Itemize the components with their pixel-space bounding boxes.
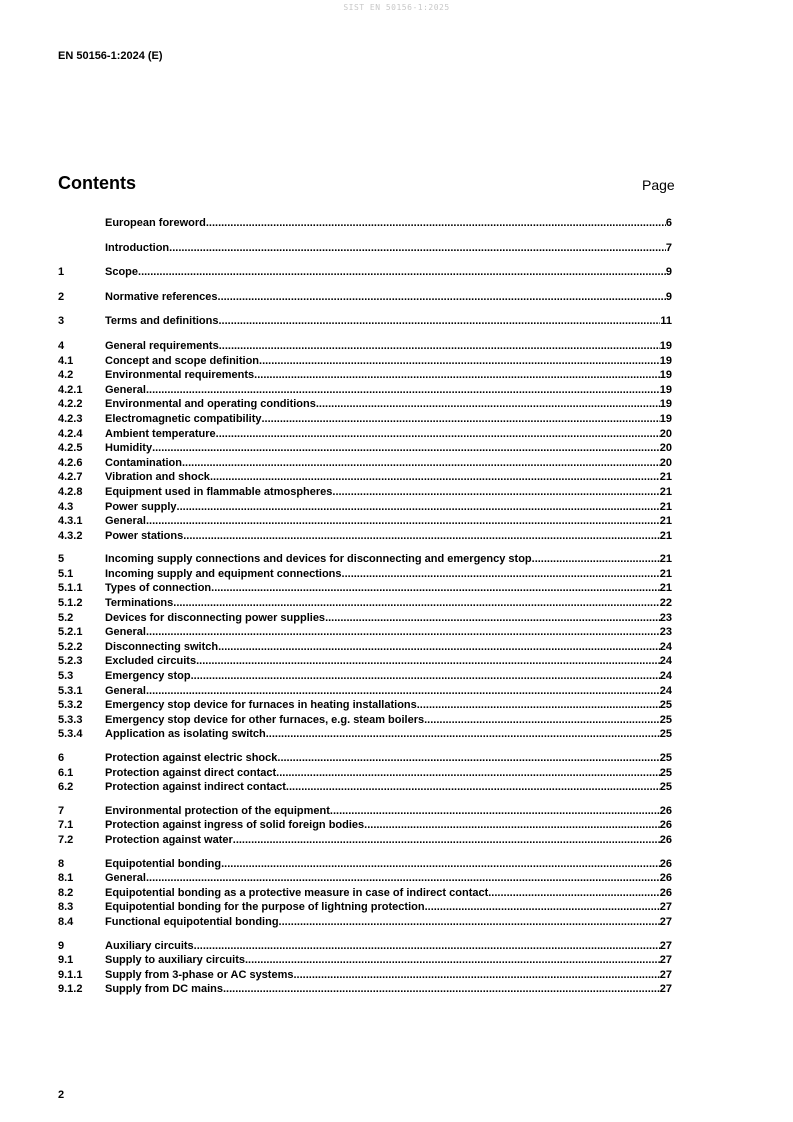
toc-entry-title: Vibration and shock [105, 471, 210, 484]
toc-entry[interactable] [58, 804, 672, 819]
dot-leader [330, 804, 660, 819]
dot-leader [277, 751, 659, 766]
toc-entry-number: 4.2.4 [58, 427, 83, 440]
toc-entry-page: 25 [659, 699, 672, 712]
toc-entry-page: 22 [659, 597, 672, 610]
toc-entry[interactable] [58, 567, 672, 582]
toc-entry[interactable] [58, 915, 672, 930]
toc-entry-title: Supply from 3-phase or AC systems [105, 968, 294, 981]
toc-section [58, 552, 672, 742]
toc-section [58, 241, 672, 256]
toc-entry-number: 5.2.3 [58, 655, 83, 668]
toc-entry-title: Equipotential bonding as a protective measure in case of indirect contact [105, 886, 489, 899]
toc-entry-page: 19 [659, 354, 672, 367]
toc-entry-number: 9 [58, 939, 65, 952]
toc-entry-number: 3 [58, 315, 65, 328]
toc-entry-title: Incoming supply and equipment connections [105, 567, 342, 580]
table-of-contents [58, 216, 672, 1006]
toc-entry-title: Types of connection [105, 582, 212, 595]
toc-entry-title: Environmental protection of the equipment [105, 804, 330, 817]
toc-entry-title: Power supply [105, 500, 177, 513]
toc-entry-title: Functional equipotential bonding [105, 915, 279, 928]
toc-entry-title: Humidity [105, 442, 153, 455]
dot-leader [417, 698, 660, 713]
toc-section [58, 339, 672, 543]
toc-entry[interactable] [58, 241, 672, 256]
page-number: 2 [58, 1089, 65, 1101]
toc-entry-page: 25 [659, 752, 672, 764]
toc-entry-page: 19 [659, 339, 672, 352]
toc-entry-title: Emergency stop [105, 670, 191, 683]
toc-entry-page: 19 [659, 369, 672, 382]
toc-entry-number: 4.2.6 [58, 456, 83, 469]
dot-leader [211, 581, 660, 596]
toc-entry-number: 6.2 [58, 781, 74, 794]
toc-entry-title: Protection against water [105, 833, 233, 846]
toc-entry-number: 8.2 [58, 886, 74, 899]
toc-entry-page: 26 [659, 819, 672, 832]
toc-entry-title: Scope [105, 266, 139, 279]
toc-entry-number: 8.3 [58, 901, 74, 914]
dot-leader [191, 669, 660, 684]
contents-heading: Contents [58, 173, 136, 193]
toc-entry-number: 5.1 [58, 567, 74, 580]
toc-entry[interactable] [58, 669, 672, 684]
toc-entry[interactable] [58, 625, 672, 640]
toc-entry-number: 6.1 [58, 766, 74, 779]
toc-entry-page: 26 [659, 872, 672, 885]
toc-entry-title: Emergency stop device for other furnaces, e.g. steam boilers [105, 713, 425, 726]
toc-entry[interactable] [58, 412, 672, 427]
toc-entry-page: 26 [659, 886, 672, 899]
dot-leader [194, 939, 660, 954]
toc-entry-number: 4.2.2 [58, 398, 83, 411]
toc-entry-page: 25 [659, 728, 672, 741]
toc-entry-number: 4.2.7 [58, 471, 83, 484]
toc-entry-title: Incoming supply connections and devices for disconnecting and emergency stop [105, 553, 532, 566]
toc-entry-number: 4.2.1 [58, 383, 83, 396]
toc-entry-page: 25 [659, 713, 672, 726]
toc-entry-number: 8.1 [58, 872, 74, 885]
dot-leader [218, 640, 660, 655]
toc-section [58, 290, 672, 305]
toc-entry-title: Environmental and operating conditions [105, 398, 316, 411]
toc-entry-page: 19 [659, 398, 672, 411]
toc-entry[interactable] [58, 780, 672, 795]
toc-entry-title: Emergency stop device for furnaces in heating installations [105, 699, 417, 712]
dot-leader [182, 456, 660, 471]
dot-leader [173, 596, 659, 611]
toc-entry[interactable] [58, 290, 672, 305]
toc-entry-number: 4.3.2 [58, 529, 83, 542]
toc-entry[interactable] [58, 982, 672, 997]
toc-entry-title: Terms and definitions [105, 315, 219, 328]
toc-section [58, 265, 672, 280]
dot-leader [216, 427, 660, 442]
dot-leader [196, 654, 660, 669]
toc-entry-page: 23 [659, 611, 672, 624]
dot-leader [146, 871, 660, 886]
toc-entry-page: 26 [659, 804, 672, 817]
toc-entry-title: Disconnecting switch [105, 640, 219, 653]
toc-entry[interactable] [58, 456, 672, 471]
toc-entry-number: 4.3.1 [58, 515, 83, 528]
toc-section [58, 804, 672, 848]
dot-leader [279, 915, 660, 930]
toc-entry[interactable] [58, 654, 672, 669]
toc-entry-number: 9.1.1 [58, 968, 83, 981]
toc-entry-title: Equipotential bonding [105, 857, 222, 870]
toc-entry-title: Introduction [105, 241, 170, 254]
toc-entry-number: 4.3 [58, 500, 74, 513]
toc-section [58, 857, 672, 930]
toc-entry[interactable] [58, 397, 672, 412]
toc-entry-number: 7 [58, 804, 65, 817]
toc-entry-number: 5.3.2 [58, 699, 83, 712]
toc-entry-page: 21 [659, 553, 672, 566]
toc-entry[interactable] [58, 886, 672, 901]
page-column-label: Page [642, 177, 675, 193]
toc-entry-title: Supply to auxiliary circuits [105, 954, 245, 967]
toc-entry[interactable] [58, 596, 672, 611]
dot-leader [532, 552, 660, 567]
toc-entry-number: 7.1 [58, 819, 74, 832]
toc-entry-page: 26 [659, 857, 672, 870]
toc-entry[interactable] [58, 552, 672, 567]
toc-entry[interactable] [58, 751, 672, 766]
dot-leader [152, 441, 660, 456]
dot-leader [245, 953, 660, 968]
dot-leader [261, 412, 659, 427]
toc-entry-title: Auxiliary circuits [105, 939, 194, 952]
toc-entry-page: 7 [665, 241, 672, 254]
dot-leader [259, 354, 660, 369]
toc-entry[interactable] [58, 684, 672, 699]
toc-entry[interactable] [58, 766, 672, 781]
toc-entry-page: 23 [659, 626, 672, 639]
toc-entry-page: 21 [659, 567, 672, 580]
toc-entry[interactable] [58, 833, 672, 848]
toc-entry-number: 2 [58, 290, 65, 303]
dot-leader [146, 684, 660, 699]
toc-entry-page: 20 [659, 456, 672, 469]
toc-entry-number: 8 [58, 857, 65, 870]
toc-entry[interactable] [58, 470, 672, 485]
toc-entry-number: 9.1 [58, 954, 74, 967]
toc-entry-title: General [105, 515, 146, 528]
toc-entry-title: Equipotential bonding for the purpose of lightning protection [105, 901, 425, 914]
dot-leader [254, 368, 660, 383]
toc-entry-page: 19 [659, 383, 672, 396]
dot-leader [210, 470, 660, 485]
toc-section [58, 216, 672, 231]
dot-leader [146, 625, 660, 640]
toc-entry-page: 27 [659, 968, 672, 981]
toc-entry[interactable] [58, 953, 672, 968]
toc-entry-number: 4.1 [58, 354, 74, 367]
toc-entry-page: 27 [659, 901, 672, 914]
toc-entry[interactable] [58, 713, 672, 728]
toc-entry[interactable] [58, 514, 672, 529]
toc-entry-number: 9.1.2 [58, 983, 83, 996]
dot-leader [424, 713, 660, 728]
toc-entry[interactable] [58, 314, 672, 329]
toc-entry-title: General [105, 684, 146, 697]
toc-entry-page: 11 [660, 315, 672, 328]
toc-entry-page: 24 [659, 655, 672, 668]
toc-entry-number: 5.1.2 [58, 597, 83, 610]
dot-leader [146, 514, 660, 529]
toc-entry-page: 21 [659, 500, 672, 513]
toc-section [58, 939, 672, 997]
dot-leader [219, 339, 660, 354]
toc-entry-title: Electromagnetic compatibility [105, 412, 262, 425]
toc-entry-page: 21 [659, 485, 672, 498]
toc-entry-number: 5.2 [58, 611, 74, 624]
toc-entry-page: 24 [659, 684, 672, 697]
toc-entry-title: Equipment used in flammable atmospheres [105, 485, 333, 498]
toc-entry-title: Power stations [105, 529, 184, 542]
toc-entry-title: Protection against electric shock [105, 752, 278, 764]
toc-entry-number: 5.2.1 [58, 626, 83, 639]
toc-entry[interactable] [58, 900, 672, 915]
dot-leader [218, 314, 660, 329]
toc-entry-title: General [105, 872, 146, 885]
toc-entry-title: Normative references [105, 290, 218, 303]
toc-entry-page: 19 [659, 412, 672, 425]
toc-entry-number: 5 [58, 553, 65, 566]
toc-entry-title: Protection against indirect contact [105, 781, 286, 794]
toc-entry-page: 24 [659, 670, 672, 683]
toc-entry[interactable] [58, 857, 672, 872]
toc-section [58, 314, 672, 329]
toc-entry[interactable] [58, 968, 672, 983]
toc-entry-title: General [105, 383, 146, 396]
toc-entry-title: Terminations [105, 597, 174, 610]
dot-leader [293, 968, 659, 983]
toc-entry-number: 4 [58, 339, 65, 352]
toc-entry[interactable] [58, 611, 672, 626]
toc-entry-number: 5.1.1 [58, 582, 83, 595]
dot-leader [488, 886, 660, 901]
toc-entry-number: 4.2.3 [58, 412, 83, 425]
toc-entry[interactable] [58, 485, 672, 500]
toc-entry-number: 1 [58, 266, 65, 279]
toc-entry-title: General requirements [105, 339, 219, 352]
toc-entry-number: 4.2 [58, 369, 74, 382]
toc-entry-number: 5.3.1 [58, 684, 83, 697]
toc-entry-number: 7.2 [58, 833, 74, 846]
toc-entry-page: 21 [659, 515, 672, 528]
toc-entry-page: 20 [659, 427, 672, 440]
toc-entry[interactable] [58, 339, 672, 354]
toc-entry-page: 27 [659, 954, 672, 967]
toc-entry-title: Devices for disconnecting power supplies [105, 611, 326, 624]
toc-entry[interactable] [58, 640, 672, 655]
dot-leader [169, 241, 666, 256]
toc-entry-title: Supply from DC mains [105, 983, 223, 996]
toc-entry-title: Excluded circuits [105, 655, 197, 668]
dot-leader [218, 290, 666, 305]
dot-leader [425, 900, 660, 915]
toc-entry-number: 5.2.2 [58, 640, 83, 653]
toc-entry-page: 21 [659, 529, 672, 542]
dot-leader [233, 833, 660, 848]
toc-entry-page: 21 [659, 471, 672, 484]
toc-entry-number: 6 [58, 752, 65, 764]
toc-entry-number: 4.2.8 [58, 485, 83, 498]
toc-entry-title: Protection against ingress of solid foreign bodies [105, 819, 365, 832]
dot-leader [266, 727, 660, 742]
toc-entry-title: Ambient temperature [105, 427, 216, 440]
dot-leader [206, 216, 666, 231]
toc-entry[interactable] [58, 871, 672, 886]
dot-leader [177, 500, 660, 515]
toc-entry-title: European foreword [105, 217, 206, 229]
dot-leader [138, 265, 666, 280]
dot-leader [221, 857, 660, 872]
toc-entry-page: 24 [659, 640, 672, 653]
toc-entry[interactable] [58, 818, 672, 833]
toc-entry-page: 25 [659, 766, 672, 779]
dot-leader [286, 780, 660, 795]
dot-leader [223, 982, 660, 997]
toc-entry[interactable] [58, 727, 672, 742]
dot-leader [183, 529, 660, 544]
toc-entry-page: 27 [659, 939, 672, 952]
toc-section [58, 751, 672, 795]
toc-entry[interactable] [58, 368, 672, 383]
dot-leader [342, 567, 660, 582]
toc-entry-title: Environmental requirements [105, 369, 255, 382]
toc-entry-page: 26 [659, 833, 672, 846]
toc-entry-title: General [105, 626, 146, 639]
toc-entry-number: 4.2.5 [58, 442, 83, 455]
toc-entry[interactable] [58, 265, 672, 280]
watermark: SIST EN 50156-1:2025 [343, 3, 450, 12]
toc-entry-title: Application as isolating switch [105, 728, 266, 741]
toc-entry-title: Protection against direct contact [105, 766, 277, 779]
toc-entry-number: 5.3 [58, 670, 74, 683]
toc-entry-title: Contamination [105, 456, 182, 469]
toc-entry[interactable] [58, 529, 672, 544]
toc-entry-page: 6 [665, 217, 672, 229]
toc-entry-page: 27 [659, 915, 672, 928]
dot-leader [332, 485, 659, 500]
toc-entry-page: 9 [665, 266, 672, 279]
toc-entry-number: 8.4 [58, 915, 74, 928]
toc-entry-page: 20 [659, 442, 672, 455]
toc-entry[interactable] [58, 216, 672, 231]
toc-entry[interactable] [58, 581, 672, 596]
toc-entry-page: 9 [665, 290, 672, 303]
toc-entry-number: 5.3.4 [58, 728, 83, 741]
toc-entry-title: Concept and scope definition [105, 354, 260, 367]
dot-leader [316, 397, 660, 412]
toc-entry[interactable] [58, 354, 672, 369]
toc-entry[interactable] [58, 383, 672, 398]
toc-entry[interactable] [58, 427, 672, 442]
dot-leader [146, 383, 660, 398]
toc-entry-number: 5.3.3 [58, 713, 83, 726]
toc-entry-page: 21 [659, 582, 672, 595]
toc-entry-page: 27 [659, 983, 672, 996]
toc-entry[interactable] [58, 500, 672, 515]
document-id: EN 50156-1:2024 (E) [58, 50, 163, 62]
dot-leader [276, 766, 660, 781]
toc-entry-page: 25 [659, 781, 672, 794]
dot-leader [325, 611, 660, 626]
toc-entry[interactable] [58, 441, 672, 456]
toc-entry[interactable] [58, 698, 672, 713]
toc-entry[interactable] [58, 939, 672, 954]
dot-leader [364, 818, 660, 833]
